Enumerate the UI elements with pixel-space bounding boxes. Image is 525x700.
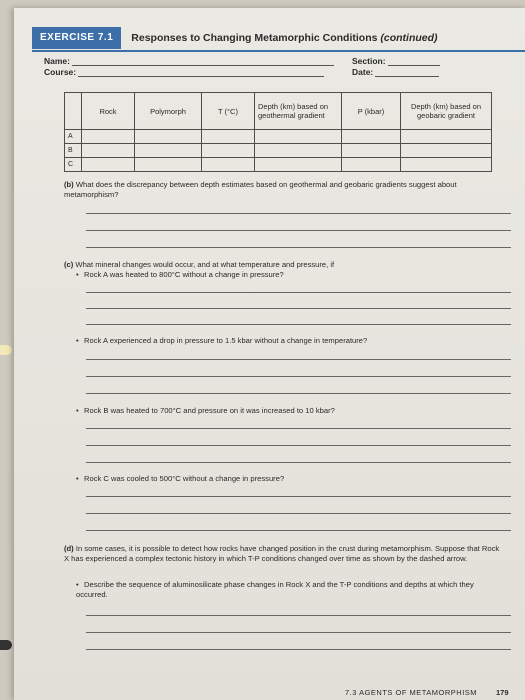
answer-line[interactable]	[86, 324, 511, 325]
exercise-title-suffix: (continued)	[380, 32, 438, 44]
footer-section-title: 7.3 AGENTS OF METAMORPHISM	[345, 688, 478, 697]
question-c-bullet-3	[76, 406, 496, 416]
table-cell[interactable]	[342, 144, 401, 158]
table-cell[interactable]	[135, 144, 202, 158]
table-row	[65, 144, 492, 158]
bullet-text: Rock C was cooled to 500°C without a change in pressure?	[84, 474, 285, 483]
answer-line[interactable]	[86, 308, 511, 309]
section-line[interactable]	[388, 65, 440, 66]
question-d-text: In some cases, it is possible to detect how rocks have changed position in the crust during metamorphism. Suppose that Rock X has experienced a complex tectonic history in which T-P conditions changed over time as shown by the dashed arrow.	[64, 544, 500, 563]
bullet-dot: •	[76, 474, 79, 483]
answer-line[interactable]	[86, 632, 511, 633]
question-c-bullet-2	[76, 336, 496, 346]
col-depth-geobaric: Depth (km) based on geobaric gradient	[401, 93, 492, 130]
answer-line[interactable]	[86, 428, 511, 429]
table-header-row	[65, 93, 492, 130]
table-cell[interactable]	[401, 144, 492, 158]
answer-line[interactable]	[86, 247, 511, 248]
bullet-text: Describe the sequence of aluminosilicate phase changes in Rock X and the T-P conditions and depths at which they occurred.	[76, 580, 474, 599]
table-row	[65, 158, 492, 172]
name-label: Name:	[44, 56, 70, 66]
exercise-title-text: Responses to Changing Metamorphic Conditions	[131, 32, 378, 44]
table-cell[interactable]	[135, 130, 202, 144]
table-cell[interactable]	[82, 130, 135, 144]
name-line[interactable]	[72, 65, 334, 66]
question-b	[64, 180, 504, 200]
col-pressure: P (kbar)	[342, 93, 401, 130]
table-cell[interactable]	[401, 130, 492, 144]
table-cell[interactable]	[202, 130, 255, 144]
bullet-dot: •	[76, 406, 79, 415]
answer-line[interactable]	[86, 649, 511, 650]
bullet-text: Rock A experienced a drop in pressure to 1.5 kbar without a change in temperature?	[84, 336, 368, 345]
table-cell[interactable]	[255, 144, 342, 158]
col-rock: Rock	[82, 93, 135, 130]
course-field[interactable]	[44, 67, 324, 77]
binder-ring-top	[0, 345, 12, 355]
table-cell[interactable]	[135, 158, 202, 172]
table-cell[interactable]	[255, 158, 342, 172]
date-line[interactable]	[375, 76, 439, 77]
date-label: Date:	[352, 67, 374, 77]
question-c	[64, 260, 504, 270]
bullet-dot: •	[76, 580, 79, 589]
question-d-letter: (d)	[64, 544, 74, 553]
results-table	[64, 92, 492, 172]
table-row	[65, 130, 492, 144]
question-b-text: What does the discrepancy between depth estimates based on geothermal and geobaric gradients suggest about metamorphism?	[64, 180, 457, 199]
col-depth-geothermal: Depth (km) based on geothermal gradient	[255, 93, 342, 130]
page-number: 179	[496, 688, 509, 697]
name-field[interactable]	[44, 56, 334, 66]
table-cell[interactable]	[401, 158, 492, 172]
answer-line[interactable]	[86, 496, 511, 497]
answer-line[interactable]	[86, 230, 511, 231]
question-c-letter: (c)	[64, 260, 74, 269]
table-cell[interactable]	[255, 130, 342, 144]
exercise-badge: EXERCISE 7.1	[32, 27, 121, 49]
date-field[interactable]	[352, 67, 439, 77]
table-cell[interactable]	[82, 158, 135, 172]
bullet-text: Rock B was heated to 700°C and pressure on it was increased to 10 kbar?	[84, 406, 335, 415]
header-rule	[32, 50, 525, 52]
question-d	[64, 544, 504, 564]
answer-line[interactable]	[86, 213, 511, 214]
table-cell[interactable]	[202, 144, 255, 158]
table-cell[interactable]	[82, 144, 135, 158]
row-label: C	[65, 158, 82, 172]
answer-line[interactable]	[86, 359, 511, 360]
table-corner-cell	[65, 93, 82, 130]
bullet-dot: •	[76, 336, 79, 345]
course-label: Course:	[44, 67, 77, 77]
row-label: B	[65, 144, 82, 158]
answer-line[interactable]	[86, 445, 511, 446]
answer-line[interactable]	[86, 513, 511, 514]
table-cell[interactable]	[342, 130, 401, 144]
section-label: Section:	[352, 56, 386, 66]
answer-line[interactable]	[86, 292, 511, 293]
answer-line[interactable]	[86, 376, 511, 377]
answer-line[interactable]	[86, 462, 511, 463]
question-d-bullet	[76, 580, 501, 600]
exercise-title	[131, 32, 437, 44]
question-c-bullet-1	[76, 270, 496, 280]
question-c-bullet-4	[76, 474, 496, 484]
table-cell[interactable]	[202, 158, 255, 172]
exercise-header	[32, 24, 525, 52]
col-temperature: T (°C)	[202, 93, 255, 130]
question-c-text: What mineral changes would occur, and at what temperature and pressure, if	[75, 260, 335, 269]
col-polymorph: Polymorph	[135, 93, 202, 130]
course-line[interactable]	[78, 76, 324, 77]
answer-line[interactable]	[86, 615, 511, 616]
bullet-dot: •	[76, 270, 79, 279]
row-label: A	[65, 130, 82, 144]
table-cell[interactable]	[342, 158, 401, 172]
answer-line[interactable]	[86, 530, 511, 531]
worksheet-page	[14, 8, 525, 700]
question-b-letter: (b)	[64, 180, 74, 189]
section-field[interactable]	[352, 56, 440, 66]
bullet-text: Rock A was heated to 800°C without a change in pressure?	[84, 270, 284, 279]
answer-line[interactable]	[86, 393, 511, 394]
binder-ring-bottom	[0, 640, 12, 650]
